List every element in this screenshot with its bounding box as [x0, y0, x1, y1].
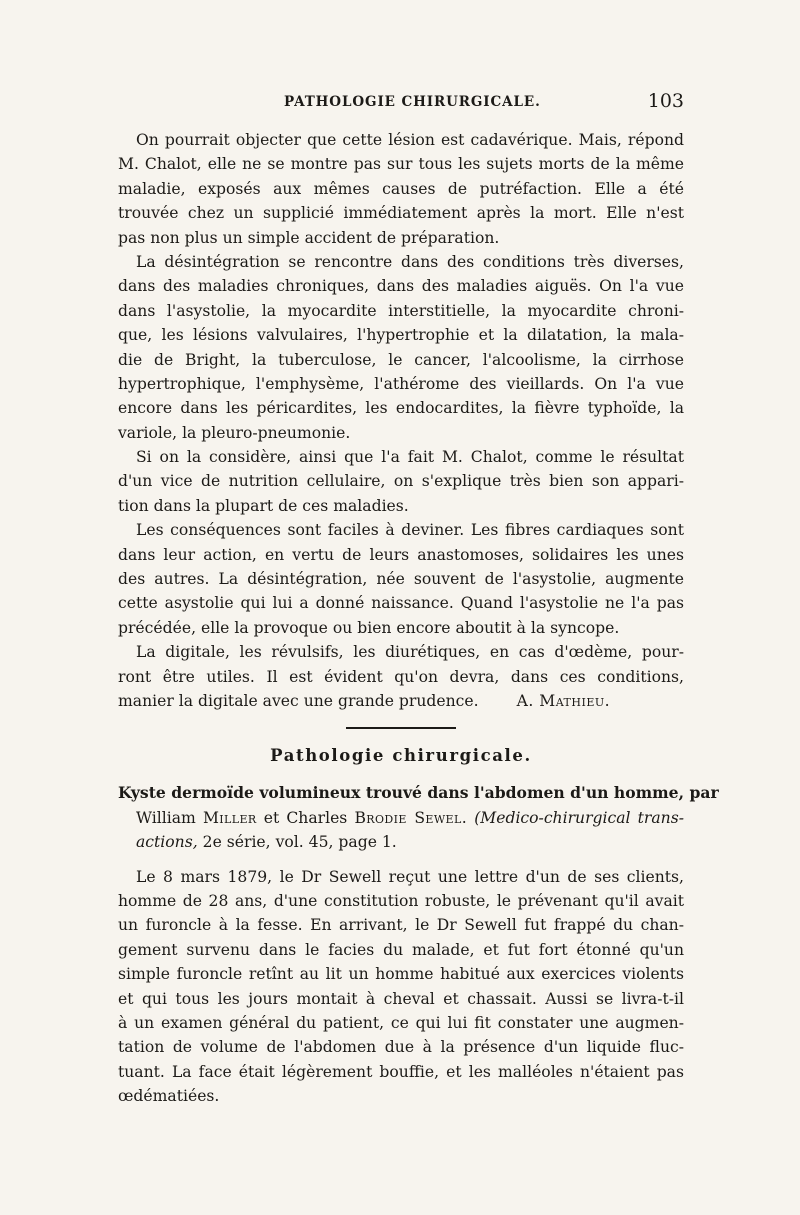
- text-line: homme de 28 ans, d'une constitution robuste, le prévenant qu'il avait: [118, 891, 684, 910]
- article-title: Kyste dermoïde volumineux trouvé dans l'abdomen d'un homme, par: [118, 783, 719, 803]
- text-line: La désintégration se rencontre dans des conditions très diverses,: [136, 252, 684, 271]
- text-line: Le 8 mars 1879, le Dr Sewell reçut une lettre d'un de ses clients,: [136, 867, 684, 886]
- text-line: pas non plus un simple accident de préparation.: [118, 228, 500, 247]
- journal-name: (Medico-chirurgical trans-: [474, 808, 684, 827]
- text-line: tion dans la plupart de ces maladies.: [118, 496, 409, 515]
- text-line: d'un vice de nutrition cellulaire, on s'explique très bien son appari-: [118, 472, 684, 491]
- page-number: 103: [647, 90, 684, 112]
- spacer: [118, 855, 684, 865]
- text-line: précédée, elle la provoque ou bien encore aboutit à la syncope.: [118, 618, 620, 637]
- article-reference: [118, 806, 684, 830]
- paragraph: [118, 865, 684, 1109]
- running-header: [118, 92, 684, 116]
- author-last-name: Miller: [202, 808, 257, 827]
- text-line: œdématiées.: [118, 1087, 220, 1106]
- text-line: [118, 689, 684, 713]
- text-line: et qui tous les jours montait à cheval et chassait. Aussi se livra-t-il: [118, 989, 684, 1008]
- text-line: que, les lésions valvulaires, l'hypertrophie et la dilatation, la mala-: [118, 326, 684, 345]
- section-heading: Pathologie chirurgicale.: [270, 746, 532, 766]
- text-line: des autres. La désintégration, née souvent de l'asystolie, augmente: [118, 570, 684, 589]
- running-title: PATHOLOGIE CHIRURGICALE.: [284, 94, 541, 110]
- text-line: simple furoncle retînt au lit un homme habitué aux exercices violents: [118, 965, 684, 984]
- conjunction: et: [263, 808, 280, 827]
- text-line: trouvée chez un supplicié immédiatement après la mort. Elle n'est: [118, 204, 684, 223]
- paragraph: [118, 445, 684, 518]
- author-signature: A. Mathieu.: [516, 691, 611, 710]
- text-line: hypertrophique, l'emphysème, l'athérome des vieillards. On l'a vue: [118, 374, 684, 393]
- text-line: ront être utiles. Il est évident qu'on devra, dans ces conditions,: [118, 667, 684, 686]
- text-line: cette asystolie qui lui a donné naissance. Quand l'asystolie ne l'a pas: [118, 594, 684, 613]
- article-reference: [118, 830, 684, 854]
- text-line: die de Bright, la tuberculose, le cancer, l'alcoolisme, la cirrhose: [118, 350, 684, 369]
- page-body: [118, 128, 719, 1108]
- text-line: à un examen général du patient, ce qui lui fit constater une augmen-: [118, 1013, 684, 1032]
- text-line: Si on la considère, ainsi que l'a fait M. Chalot, comme le résultat: [136, 448, 684, 467]
- text-line: tation de volume de l'abdomen due à la présence d'un liquide fluc-: [118, 1038, 684, 1057]
- author-last-name: Brodie Sewel.: [354, 808, 468, 827]
- paragraph: [118, 128, 684, 250]
- paragraph: [118, 518, 684, 640]
- text-line: un furoncle à la fesse. En arrivant, le Dr Sewell fut frappé du chan-: [118, 916, 684, 935]
- closing-text: manier la digitale avec une grande prudence.: [118, 691, 479, 710]
- author-first-name: Charles: [286, 808, 348, 827]
- paragraph: [118, 250, 684, 445]
- text-line: Les conséquences sont faciles à deviner. Les fibres cardiaques sont: [136, 521, 684, 540]
- citation-details: 2e série, vol. 45, page 1.: [202, 833, 397, 852]
- text-line: M. Chalot, elle ne se montre pas sur tous les sujets morts de la même: [118, 155, 684, 174]
- section-divider: [346, 727, 456, 729]
- paragraph: [118, 640, 684, 713]
- text-line: dans l'asystolie, la myocardite interstitielle, la myocardite chroni-: [118, 301, 684, 320]
- text-line: La digitale, les révulsifs, les diurétiques, en cas d'œdème, pour-: [136, 643, 684, 662]
- author-first-name: William: [136, 808, 196, 827]
- journal-name-cont: actions,: [136, 833, 198, 852]
- text-line: On pourrait objecter que cette lésion est cadavérique. Mais, répond: [136, 131, 684, 149]
- text-line: gement survenu dans le facies du malade, et fut fort étonné qu'un: [118, 940, 684, 959]
- text-line: dans leur action, en vertu de leurs anastomoses, solidaires les unes: [118, 545, 684, 564]
- text-line: maladie, exposés aux mêmes causes de putréfaction. Elle a été: [118, 179, 684, 198]
- text-line: variole, la pleuro-pneumonie.: [118, 423, 351, 442]
- text-line: dans des maladies chroniques, dans des maladies aiguës. On l'a vue: [118, 277, 684, 296]
- text-line: tuant. La face était légèrement bouffie, et les malléoles n'étaient pas: [118, 1062, 684, 1081]
- text-line: encore dans les péricardites, les endocardites, la fièvre typhoïde, la: [118, 399, 684, 418]
